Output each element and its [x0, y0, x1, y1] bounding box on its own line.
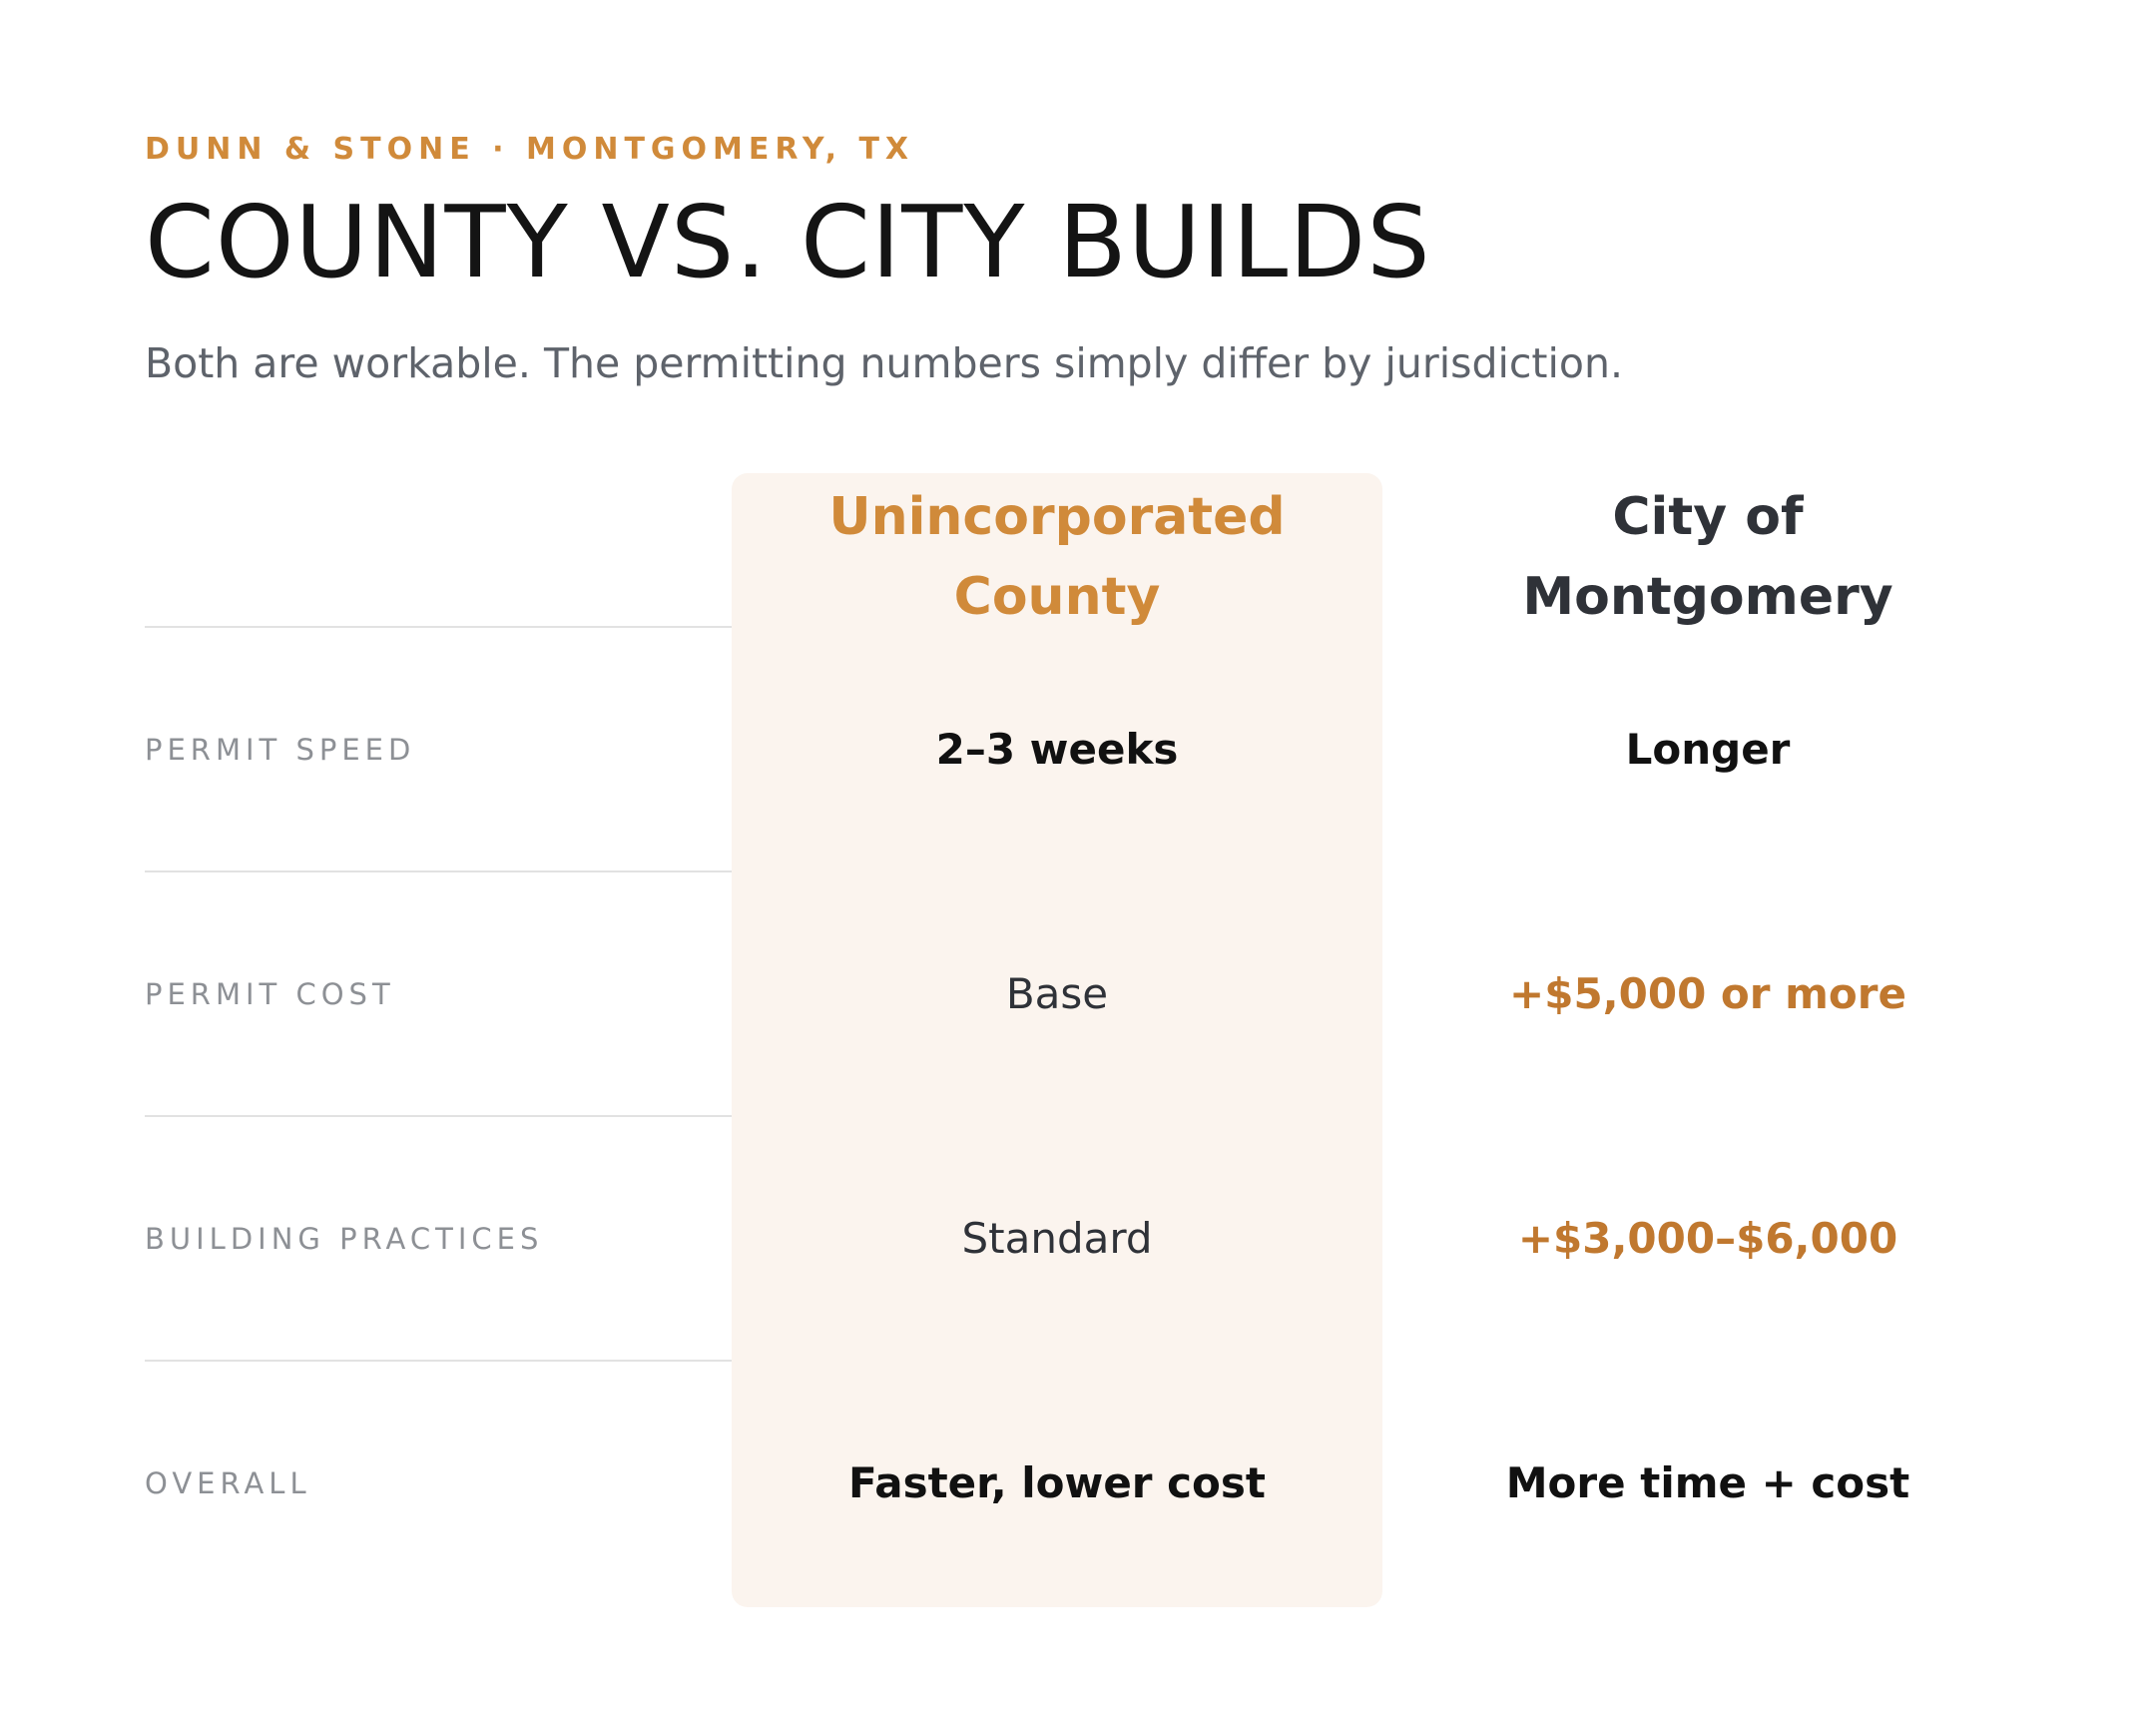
row-divider	[145, 626, 732, 628]
county-column-header	[732, 477, 1382, 637]
city-permit-speed-value: Longer	[1625, 725, 1791, 774]
city-header-line-2: Montgomery	[1522, 567, 1893, 627]
row-divider	[145, 870, 732, 872]
row-label-permit-speed: PERMIT SPEED	[145, 733, 416, 767]
page-title: COUNTY VS. CITY BUILDS	[145, 184, 1431, 300]
page-subtitle: Both are workable. The permitting numbers simply differ by jurisdiction.	[145, 339, 1623, 387]
row-divider	[145, 1115, 732, 1117]
row-label-overall: OVERALL	[145, 1466, 311, 1500]
row-label-permit-cost: PERMIT COST	[145, 977, 395, 1011]
county-column-highlight	[732, 473, 1382, 1607]
row-label-building-practices: BUILDING PRACTICES	[145, 1222, 544, 1256]
county-permit-speed-value: 2–3 weeks	[935, 725, 1179, 774]
city-building-practices-value: +$3,000–$6,000	[1517, 1214, 1898, 1263]
row-divider	[145, 1360, 732, 1362]
eyebrow-label: DUNN & STONE · MONTGOMERY, TX	[145, 132, 915, 167]
county-header-line-2: County	[953, 567, 1161, 627]
city-overall-value: More time + cost	[1505, 1458, 1910, 1507]
county-overall-value: Faster, lower cost	[848, 1458, 1266, 1507]
city-header-line-1: City of	[1612, 487, 1804, 547]
county-header-line-1: Unincorporated	[828, 487, 1286, 547]
city-permit-cost-value: +$5,000 or more	[1509, 969, 1906, 1018]
county-building-practices-value: Standard	[961, 1214, 1153, 1263]
city-column-header	[1382, 477, 2033, 637]
county-permit-cost-value: Base	[1005, 969, 1109, 1018]
